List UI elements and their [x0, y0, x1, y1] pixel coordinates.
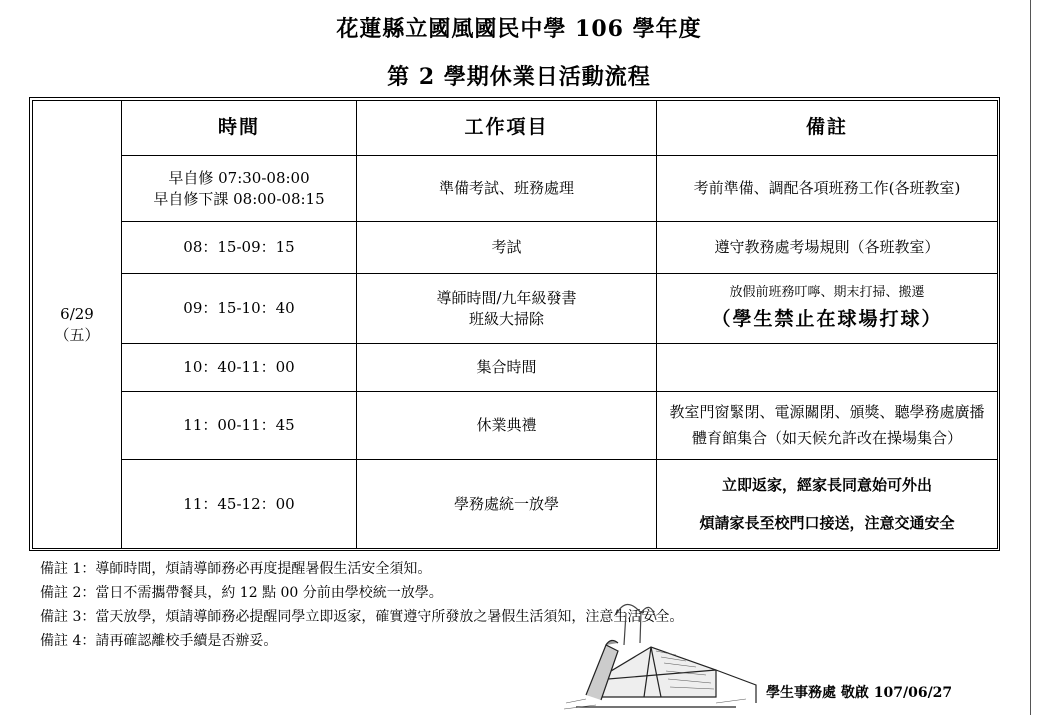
- time-cell: 11：45-12：00: [122, 460, 357, 549]
- table-header-row: [33, 101, 998, 156]
- document-title: 花蓮縣立國風國民中學 106 學年度: [336, 16, 702, 42]
- time-cell: 08：15-09：15: [122, 222, 357, 274]
- date-text: 6/29: [60, 305, 94, 324]
- note-cell: [657, 344, 998, 392]
- task-cell: 學務處統一放學: [357, 460, 657, 549]
- date-cell: [33, 101, 122, 549]
- table-row: [33, 392, 998, 460]
- warning-text: （學生禁止在球場打球）: [711, 308, 943, 331]
- note-cell: 遵守教務處考場規則（各班教室）: [657, 222, 998, 274]
- remark-item: 備註 4：請再確認離校手續是否辦妥。: [40, 633, 278, 649]
- camping-illustration: [556, 585, 762, 715]
- time-cell: 09：15-10：40: [122, 274, 357, 344]
- table-row: [33, 274, 998, 344]
- table-row: [33, 222, 998, 274]
- time-cell: 10：40-11：00: [122, 344, 357, 392]
- remark-item: 備註 1：導師時間，煩請導師務必再度提醒暑假生活安全須知。: [40, 561, 432, 577]
- remark-item: 備註 3：當天放學，煩請導師務必提醒同學立即返家，確實遵守所發放之暑假生活須知，注意生活安全。: [40, 609, 684, 625]
- task-cell: 集合時間: [357, 344, 657, 392]
- page-border-right: [1030, 0, 1031, 715]
- note-cell: 放假前班務叮嚀、期末打掃、搬遷 （學生禁止在球場打球）: [657, 274, 998, 344]
- weekday-text: （五）: [54, 325, 100, 344]
- table-row: [33, 344, 998, 392]
- note-cell: 立即返家，經家長同意始可外出 煩請家長至校門口接送，注意交通安全: [657, 460, 998, 549]
- table-row: [33, 156, 998, 222]
- time-cell: 早自修 07:30-08:00 早自修下課 08:00-08:15: [122, 156, 357, 222]
- note-cell: 教室門窗緊閉、電源關閉、頒獎、聽學務處廣播 體育館集合（如天候允許改在操場集合）: [657, 392, 998, 460]
- task-cell: 考試: [357, 222, 657, 274]
- schedule-table: [32, 100, 998, 549]
- column-header-note: 備註: [657, 101, 998, 156]
- signature: 學生事務處 敬啟 107/06/27: [766, 685, 953, 701]
- time-cell: 11：00-11：45: [122, 392, 357, 460]
- document-subtitle: 第 2 學期休業日活動流程: [387, 64, 651, 90]
- table-row: [33, 460, 998, 549]
- task-cell: 休業典禮: [357, 392, 657, 460]
- column-header-task: 工作項目: [357, 101, 657, 156]
- note-cell: 考前準備、調配各項班務工作(各班教室): [657, 156, 998, 222]
- remark-item: 備註 2：當日不需攜帶餐具，約 12 點 00 分前由學校統一放學。: [40, 585, 443, 601]
- column-header-time: 時間: [122, 101, 357, 156]
- task-cell: 導師時間/九年級發書 班級大掃除: [357, 274, 657, 344]
- task-cell: 準備考試、班務處理: [357, 156, 657, 222]
